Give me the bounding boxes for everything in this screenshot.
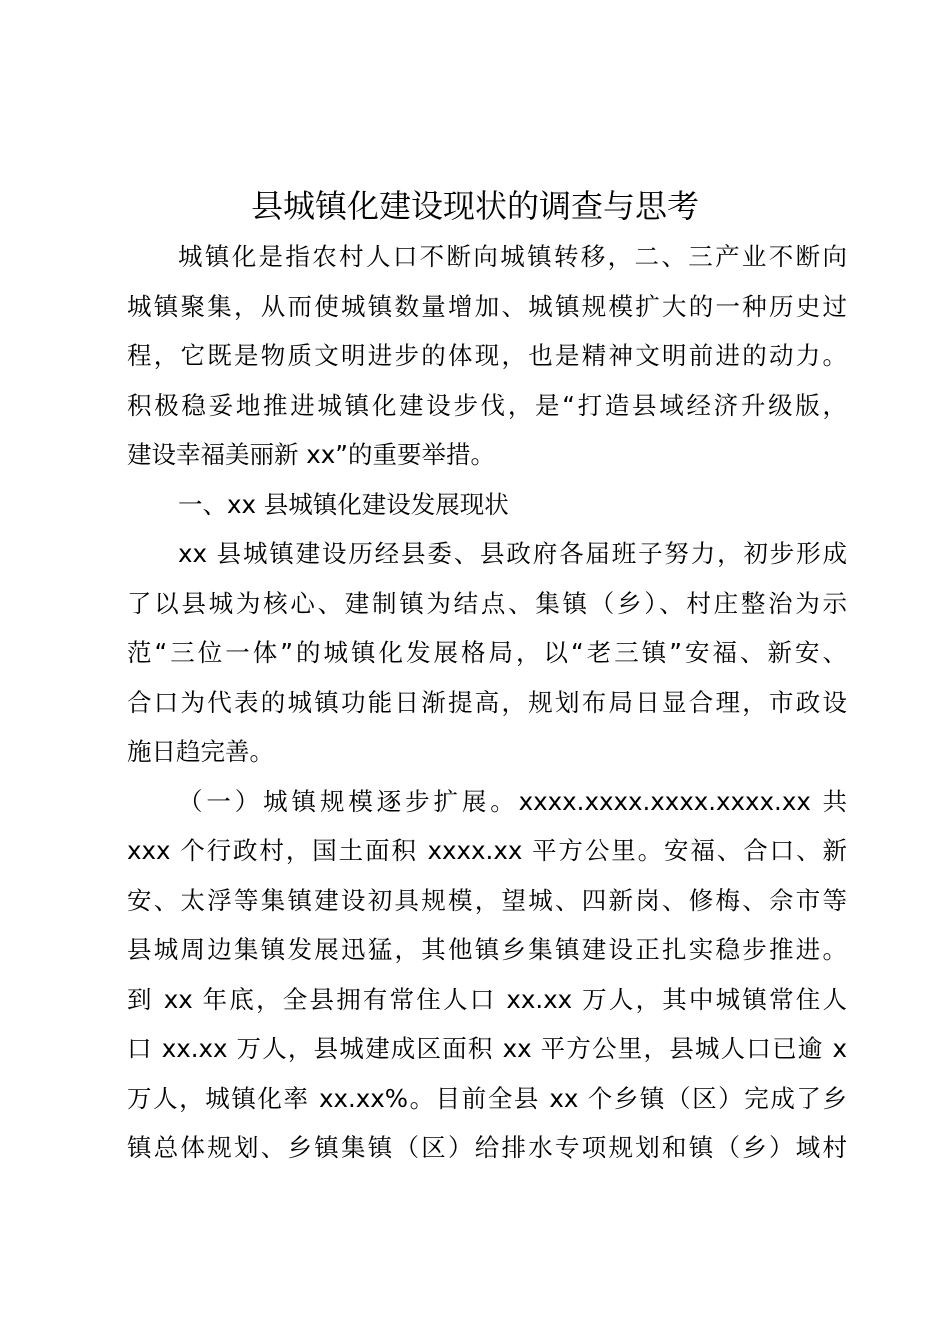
text-line: 县城周边集镇发展迅猛，其他镇乡集镇建设正扎实稳步推进。 — [127, 935, 847, 964]
text-line: 施日趋完善。 — [127, 737, 274, 766]
text-line: 安、太浮等集镇建设初具规模，望城、四新岗、修梅、佘市等 — [127, 885, 847, 915]
document-title: 县城镇化建设现状的调查与思考 — [250, 187, 699, 225]
text-line: 城镇聚集，从而使城镇数量增加、城镇规模扩大的一种历史过 — [127, 291, 847, 321]
text-line: 了以县城为核心、建制镇为结点、集镇（乡）、村庄整治为示 — [127, 588, 847, 618]
text-line: 程，它既是物质文明进步的体现，也是精神文明前进的动力。 — [127, 341, 847, 370]
text-line: 城镇化是指农村人口不断向城镇转移，二、三产业不断向 — [178, 242, 847, 271]
text-line: xx 县城镇建设历经县委、县政府各届班子努力，初步形成 — [178, 539, 847, 568]
text-line: xxx 个行政村，国土面积 xxxx.xx 平方公里。安福、合口、新 — [127, 836, 847, 865]
text-line: 积极稳妥地推进城镇化建设步伐，是“打造县域经济升级版， — [127, 390, 847, 420]
text-line: （一）城镇规模逐步扩展。xxxx.xxxx.xxxx.xxxx.xx 共 — [178, 786, 847, 816]
text-line: 到 xx 年底，全县拥有常住人口 xx.xx 万人，其中城镇常住人 — [127, 984, 847, 1014]
text-line: 镇总体规划、乡镇集镇（区）给排水专项规划和镇（乡）域村 — [127, 1133, 847, 1162]
text-line: 建设幸福美丽新 xx”的重要举措。 — [127, 440, 495, 469]
document-body — [127, 232, 847, 1173]
text-line: 合口为代表的城镇功能日渐提高，规划布局日显合理，市政设 — [127, 687, 847, 717]
text-line: 一、xx 县城镇化建设发展现状 — [178, 489, 509, 519]
text-line: 口 xx.xx 万人，县城建成区面积 xx 平方公里，县城人口已逾 x — [127, 1034, 847, 1063]
text-line: 范“三位一体”的城镇化发展格局，以“老三镇”安福、新安、 — [127, 638, 847, 667]
text-line: 万人，城镇化率 xx.xx%。目前全县 xx 个乡镇（区）完成了乡 — [127, 1083, 847, 1113]
